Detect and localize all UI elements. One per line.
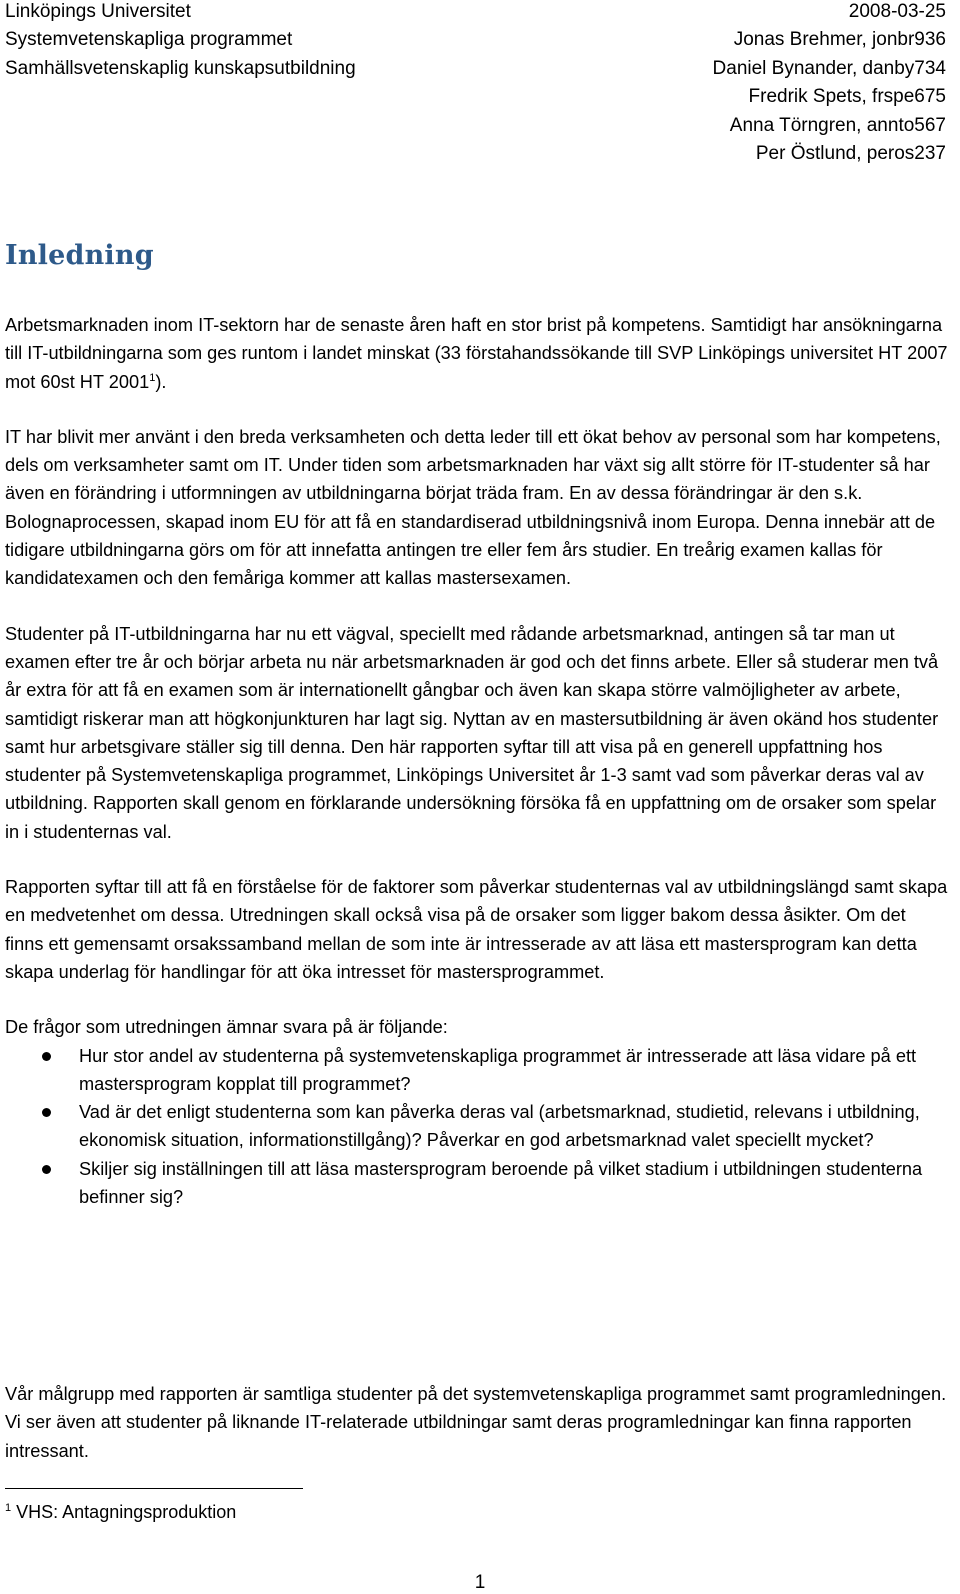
question-list [5,1042,949,1212]
paragraph-2: IT har blivit mer använt i den breda verksamheten och detta leder till ett ökat behov av personal som har kompetens, dels om verksamheter samt om IT. Under tiden som arbetsmarknaden har växt sig allt större för IT-studenter så har även en förändring i utformningen av utbildningarna börjat träda fram. En av dessa förändringar är den s.k. Bolognaprocessen, skapad inom EU för att få en standardiserad utbildningsnivå inom Europa. Denna innebär att de tidigare utbildningarna görs om för att innefatta antingen tre eller fem års studier. En treårig examen kallas för kandidatexamen och den femåriga kommer att kallas mastersexamen. [5,426,941,589]
paragraph-6: Vår målgrupp med rapporten är samtliga studenter på det systemvetenskapliga programmet samt programledningen. Vi ser även att studenter på liknande IT-relaterade utbildningar samt deras programledningar kan finna rapporten intressant. [5,1384,947,1461]
document-date: 2008-03-25 [848,1,946,22]
author: Per Östlund, peros237 [755,143,946,165]
program-name: Systemvetenskapliga programmet [5,29,293,51]
body-text [5,311,949,1238]
footnote-text: VHS: Antagningsproduktion [16,1502,237,1522]
paragraph-3: Studenter på IT-utbildningarna har nu ett vägval, speciellt med rådande arbetsmarknad, antingen så tar man ut examen efter tre år och börjar arbeta nu när arbetsmarknaden är god och det finns arbete. Eller så studerar men två år extra för att få en examen som är internationellt gångbar och även kan skapa större valmöjligheter av arbete, samtidigt riskerar man att högkonjunkturen har lagt sig. Nyttan av en mastersutbildning är även okänd hos studenter samt hur arbetsgivare ställer sig till denna. Den här rapporten syftar till att visa på en generell uppfattning hos studenter på Systemvetenskapliga programmet, Linköpings Universitet år 1-3 samt vad som påverkar deras val av utbildning. Rapporten skall genom en förklarande undersökning försöka få en uppfattning om de orsaker som spelar in i studenternas val. [5,623,939,842]
bullet-icon [42,1165,51,1174]
bullet-icon [42,1108,51,1117]
page-number: 1 [474,1572,486,1593]
section-heading: Inledning [5,240,154,271]
header-right [713,0,946,168]
bullet-icon [42,1052,51,1061]
footnote-separator [5,1488,303,1489]
body-text-target-group [5,1380,949,1492]
footnote-number: 1 [5,1502,12,1514]
header-left [5,0,356,83]
list-item: Skiljer sig inställningen till att läsa mastersprogram beroende på vilket stadium i utbildningen studenterna befinner sig? [5,1155,949,1212]
author: Anna Törngren, annto567 [729,114,946,136]
course-name: Samhällsvetenskaplig kunskapsutbildning [5,57,356,79]
author: Jonas Brehmer, jonbr936 [733,29,946,51]
paragraph-4: Rapporten syftar till att få en förståelse för de faktorer som påverkar studenternas val av utbildningslängd samt skapa en medvetenhet om dessa. Utredningen skall också visa på de orsaker som ligger bakom dessa åsikter. Om det finns ett gemensamt orsakssamband mellan de som inte är intresserade av att läsa ett mastersprogram kan detta skapa underlag för handlingar för att öka intresset för mastersprogrammet. [5,877,948,982]
author: Fredrik Spets, frspe675 [748,86,946,108]
list-item: Hur stor andel av studenterna på systemvetenskapliga programmet är intresserade att läsa vidare på ett mastersprogram kopplat till programmet? [5,1042,949,1099]
list-item: Vad är det enligt studenterna som kan påverka deras val (arbetsmarknad, studietid, relevans i utbildning, ekonomisk situation, informationstillgång)? Påverkar en god arbetsmarknad valet speciellt mycket? [5,1098,949,1155]
author: Daniel Bynander, danby734 [712,57,946,79]
paragraph-5: De frågor som utredningen ämnar svara på är följande: [5,1017,448,1038]
footnote [5,1499,236,1525]
paragraph-1: Arbetsmarknaden inom IT-sektorn har de senaste åren haft en stor brist på kompetens. Samtidigt har ansökningarna till IT-utbildningarna som ges runtom i landet minskat (33 förstahandssökande till SVP Linköpings universitet HT 2007 mot 60st HT 2001$^1$). [5,315,948,392]
footnote-reference: 1 [149,371,156,384]
university-name: Linköpings Universitet [5,1,191,22]
